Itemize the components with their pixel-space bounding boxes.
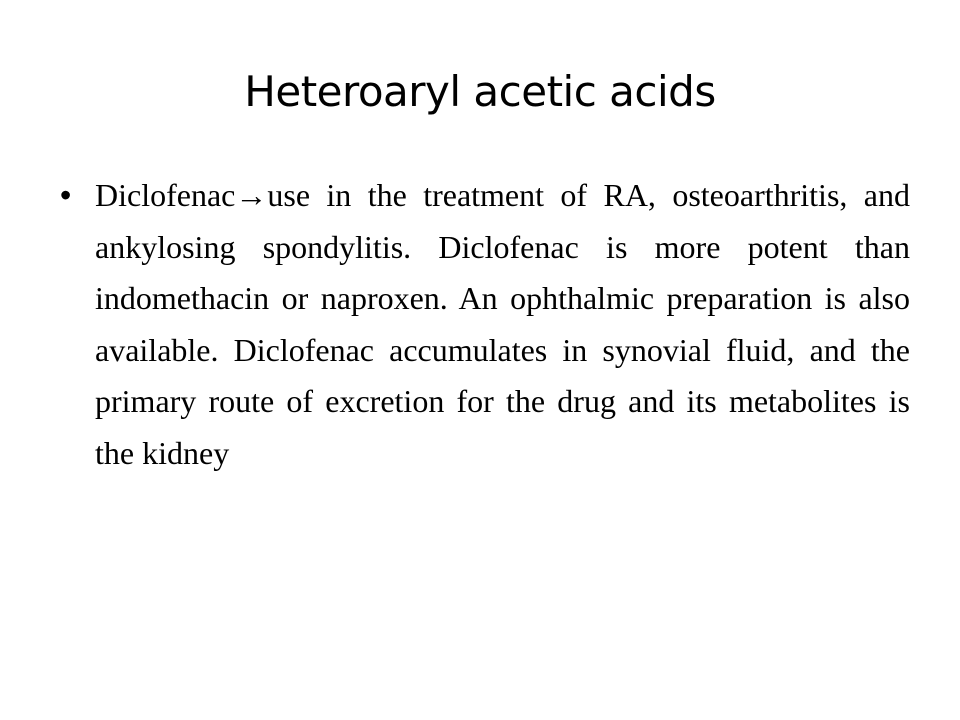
bullet-icon: • <box>60 177 72 213</box>
bullet-item <box>60 170 910 479</box>
bullet-text: Diclofenac→use in the treatment of RA, osteoarthritis, and ankylosing spondylitis. Diclofenac is more potent than indomethacin or naproxen. An ophthalmic preparation is also available. Diclofenac accumulates in synovial fluid, and the primary route of excretion for the drug and its metabolites is the kidney <box>95 177 910 471</box>
slide-title: Heteroaryl acetic acids <box>244 67 716 116</box>
bullet-list <box>60 170 910 479</box>
